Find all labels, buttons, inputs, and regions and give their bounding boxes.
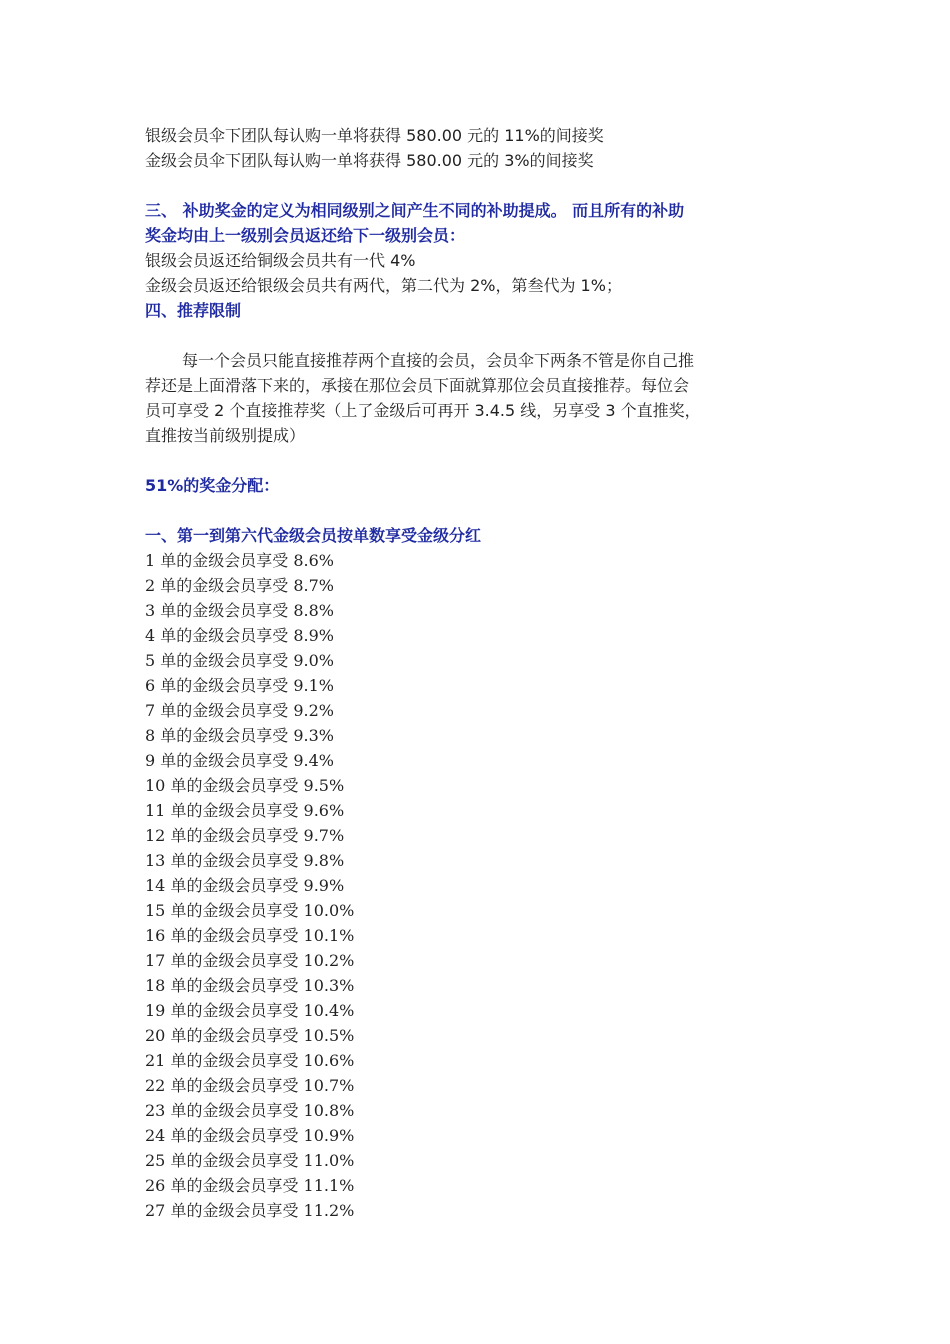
list-item: 4 单的金级会员享受 8.9% [145, 626, 335, 645]
spacer [145, 448, 805, 473]
spacer [145, 498, 805, 523]
list-item: 8 单的金级会员享受 9.3% [145, 726, 335, 745]
list-item: 20 单的金级会员享受 10.5% [145, 1026, 355, 1045]
section4-paragraph-line4: 直推按当前级别提成） [145, 426, 306, 445]
list-item: 27 单的金级会员享受 11.2% [145, 1201, 355, 1220]
list-item: 16 单的金级会员享受 10.1% [145, 926, 355, 945]
list-item: 18 单的金级会员享受 10.3% [145, 976, 355, 995]
list-item: 22 单的金级会员享受 10.7% [145, 1076, 355, 1095]
document-page [145, 123, 805, 1223]
list-item: 7 单的金级会员享受 9.2% [145, 701, 335, 720]
section3-line-gold: 金级会员返还给银级会员共有两代，第二代为 2%，第叁代为 1%； [145, 276, 622, 295]
list-item: 12 单的金级会员享受 9.7% [145, 826, 345, 845]
section3-heading-line2: 奖金均由上一级别会员返还给下一级别会员： [145, 226, 466, 245]
list-item: 2 单的金级会员享受 8.7% [145, 576, 335, 595]
gold-share-list [145, 548, 805, 1223]
list-item: 13 单的金级会员享受 9.8% [145, 851, 345, 870]
list-item: 15 单的金级会员享受 10.0% [145, 901, 355, 920]
list-item: 10 单的金级会员享受 9.5% [145, 776, 345, 795]
section1-heading: 一、第一到第六代金级会员按单数享受金级分红 [145, 526, 482, 545]
section4-paragraph-line1: 每一个会员只能直接推荐两个直接的会员，会员伞下两条不管是你自己推 [182, 351, 695, 370]
list-item: 6 单的金级会员享受 9.1% [145, 676, 335, 695]
bonus-distribution-heading: 51%的奖金分配： [145, 476, 280, 495]
gold-indirect-bonus-line: 金级会员伞下团队每认购一单将获得 580.00 元的 3%的间接奖 [145, 151, 594, 170]
list-item: 21 单的金级会员享受 10.6% [145, 1051, 355, 1070]
section4-heading: 四、推荐限制 [145, 301, 242, 320]
list-item: 25 单的金级会员享受 11.0% [145, 1151, 355, 1170]
silver-indirect-bonus-line: 银级会员伞下团队每认购一单将获得 580.00 元的 11%的间接奖 [145, 126, 604, 145]
list-item: 26 单的金级会员享受 11.1% [145, 1176, 355, 1195]
section4-paragraph-line2: 荐还是上面滑落下来的，承接在那位会员下面就算那位会员直接推荐。每位会 [145, 376, 690, 395]
list-item: 3 单的金级会员享受 8.8% [145, 601, 335, 620]
section4-paragraph-line3: 员可享受 2 个直接推荐奖（上了金级后可再开 3.4.5 线，另享受 3 个直推奖， [145, 401, 701, 420]
list-item: 17 单的金级会员享受 10.2% [145, 951, 355, 970]
list-item: 24 单的金级会员享受 10.9% [145, 1126, 355, 1145]
spacer [145, 173, 805, 198]
list-item: 1 单的金级会员享受 8.6% [145, 551, 335, 570]
list-item: 9 单的金级会员享受 9.4% [145, 751, 335, 770]
list-item: 14 单的金级会员享受 9.9% [145, 876, 345, 895]
list-item: 5 单的金级会员享受 9.0% [145, 651, 335, 670]
section3-heading-line1: 三、 补助奖金的定义为相同级别之间产生不同的补助提成。 而且所有的补助 [145, 201, 685, 220]
section3-line-silver: 银级会员返还给铜级会员共有一代 4% [145, 251, 416, 270]
spacer [145, 323, 805, 348]
list-item: 19 单的金级会员享受 10.4% [145, 1001, 355, 1020]
list-item: 23 单的金级会员享受 10.8% [145, 1101, 355, 1120]
list-item: 11 单的金级会员享受 9.6% [145, 801, 345, 820]
